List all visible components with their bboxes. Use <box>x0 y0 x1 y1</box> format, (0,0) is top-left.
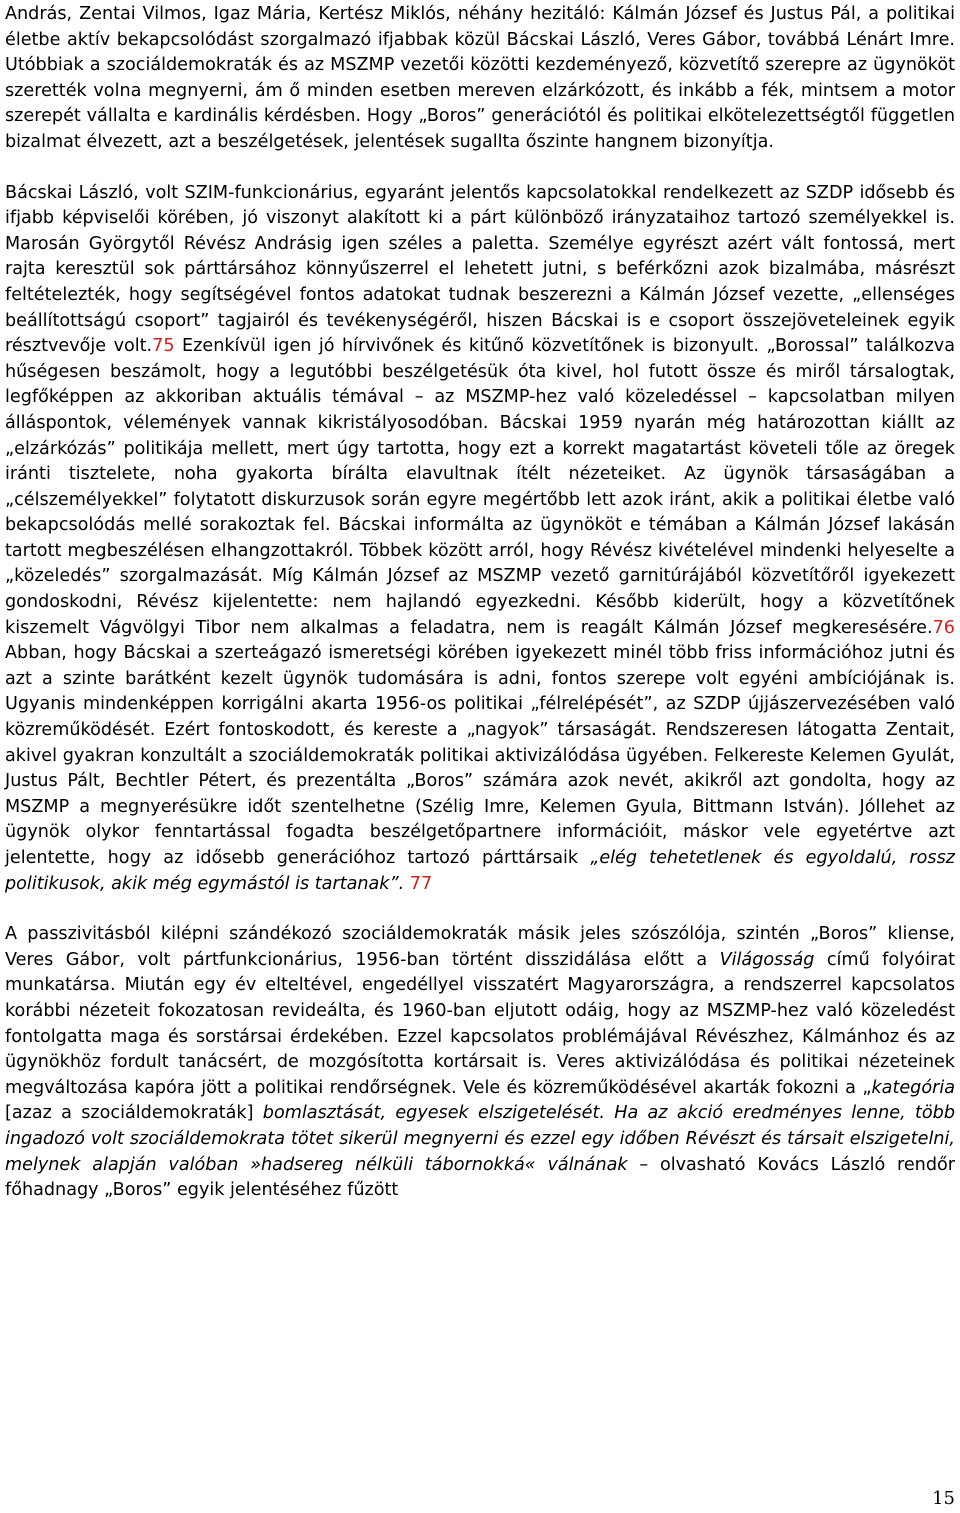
italic-text: bomlasztását, egyesek elszigetelését. Ha az akció eredményes lenne, több ingadozó volt szociáldemokrata tötet sikerül megnyerni és ezzel egy időben Révészt és társait elszigetelni, melynek alapján valóban »hadsereg nélküli tábornokká« válnának <box>5 1103 955 1175</box>
body-text: Abban, hogy Bácskai a szerteágazó ismeretségi körében igyekezett minél több friss információhoz jutni és azt a szinte barátként kezelt ügynök tudomására is adni, fontos szerepe volt egyéni ambíciójának is. Ugyanis mindenképpen korrigálni akarta 1956-os politikai „félrelépését”, az SZDP újjászervezésében való közreműködését. Ezért fontoskodott, és kereste a „nagyok” társaságát. Rendszeresen látogatta Zentait, akivel gyakran konzultált a szociáldemokraták politikai aktivizálódása ügyében. Felkereste Kelemen Gyulát, Justus Pált, Bechtler Pétert, és prezentálta „Boros” számára azok nevét, akikről azt gondolta, hogy az MSZMP a megnyerésükre időt szentelhetne (Szélig Imre, Kelemen Gyula, Bittmann István). Jóllehet az ügynök olykor fenntartással fogadta beszélgetőpartnere információit, máskor vele egyetértve azt jelentette, hogy az idősebb generációhoz tartozó párttársaik <box>5 643 955 868</box>
document-page <box>5 0 955 1204</box>
paragraph-2 <box>5 181 955 898</box>
body-text: Bácskai László, volt SZIM-funkcionárius, egyaránt jelentős kapcsolatokkal rendelkezett az SZDP idősebb és ifjabb képviselői körében, jó viszonyt alakított ki a párt különböző irányzataihoz tartozó személyekkel is. Marosán Györgytől Révész Andrásig igen széles a paletta. Személye egyrészt azért vált fontossá, mert rajta keresztül sok párttársához könnyűszerrel el lehetett jutni, s beférkőzni azok bizalmába, másrészt feltételezték, hogy segítségével fontos adatokat tudnak beszerezni a Kálmán József vezette, „ellenséges beállítottságú csoport” tagjairól és tevékenységéről, hiszen Bácskai is e csoport összejöveteleinek egyik résztvevője volt. <box>5 182 955 357</box>
footnote-reference: 77 <box>409 873 433 894</box>
italic-text: kategória <box>871 1077 955 1098</box>
footnote-reference: 76 <box>932 617 955 638</box>
body-text: [azaz a szociáldemokraták] <box>5 1103 263 1124</box>
page-number: 15 <box>932 1488 955 1509</box>
body-text: című folyóirat munkatársa. Miután egy év elteltével, engedéllyel visszatért Magyarországra, a rendszerrel kapcsolatos korábbi nézeteit fokozatosan revideálta, és 1960-ban eljutott odáig, hogy az MSZMP-hez való közeledést fontolgatta maga és sorstársai érdekében. Ezzel kapcsolatos problémájával Révészhez, Kálmánhoz és az ügynökhöz fordult tanácsért, de mozgósította kortársait is. Veres aktivizálódása és politikai nézeteinek megváltozása kapóra jött a politikai rendőrségnek. Vele és közreműködésével akarták fokozni a „ <box>5 949 955 1098</box>
footnote-reference: 75 <box>152 336 175 357</box>
body-text: A passzivitásból kilépni szándékozó szociáldemokraták másik jeles szószólója, szintén „Boros” kliense, Veres Gábor, volt pártfunkcionárius, 1956-ban történt disszidálása előtt a <box>5 924 955 970</box>
body-text: András, Zentai Vilmos, Igaz Mária, Kertész Miklós, néhány hezitáló: Kálmán József és Justus Pál, a politikai életbe aktív bekapcsolódást szorgalmazó ifjabbak közül Bácskai László, Veres Gábor, továbbá Lénárt Imre. Utóbbiak a szociáldemokraták és az MSZMP vezetői közötti kezdeményező, közvetítő szerepre az ügynököt szerették volna megnyerni, ám ő minden esetben mereven elzárkózott, és inkább a fék, mintsem a motor szerepét vállalta e kardinális kérdésben. Hogy „Boros” generációtól és politikai elkötelezettségtől független bizalmat élvezett, azt a beszélgetések, jelentések sugallta őszinte hangnem bizonyítja. <box>5 4 955 152</box>
italic-text: Világosság <box>719 949 815 970</box>
body-text: Ezenkívül igen jó hírvivőnek és kitűnő közvetítőnek is bizonyult. „Borossal” találkozva hűségesen beszámolt, hogy a legutóbbi beszélgetésük óta kivel, hol futott össze és miről társalogtak, legfőképpen az akkoriban aktuális témával – az MSZMP-hez való közeledéssel – kapcsolatban milyen álláspontok, vélemények vannak kikristályosodóban. Bácskai 1959 nyarán még határozottan kiállt az „elzárkózás” politikája mellett, mert úgy tartotta, hogy ezt a korrekt magatartást követeli tőle az öregek iránti tisztelete, noha gyakorta bírálta elavultnak ítélt nézeteiket. Az ügynök társaságában a „célszemélyekkel” folytatott diskurzusok során egyre megértőbb lett azok iránt, akik a politikai életbe való bekapcsolódás mellé sorakoztak fel. Bácskai informálta az ügynököt e témában a Kálmán József lakásán tartott megbeszélésen elhangzottakról. Többek között arról, hogy Révész kivételével mindenki helyeselte a „közeledés” szorgalmazását. Míg Kálmán József az MSZMP vezető garnitúrájából közvetítőről igyekezett gondoskodni, Révész kijelentette: nem hajlandó egyezkedni. Később kiderült, hogy a közvetítőnek kiszemelt Vágvölgyi Tibor nem alkalmas a feladatra, nem is reagált Kálmán József megkeresésére. <box>5 336 955 638</box>
italic-text: „elég tehetetlenek és egyoldalú, rossz politikusok, akik még egymástól is tartanak”. <box>5 848 955 894</box>
body-text: – olvasható Kovács László rendőr főhadnagy „Boros” egyik jelentéséhez fűzött <box>5 1154 955 1201</box>
paragraph-3 <box>5 922 955 1204</box>
paragraph-1 <box>5 2 955 156</box>
